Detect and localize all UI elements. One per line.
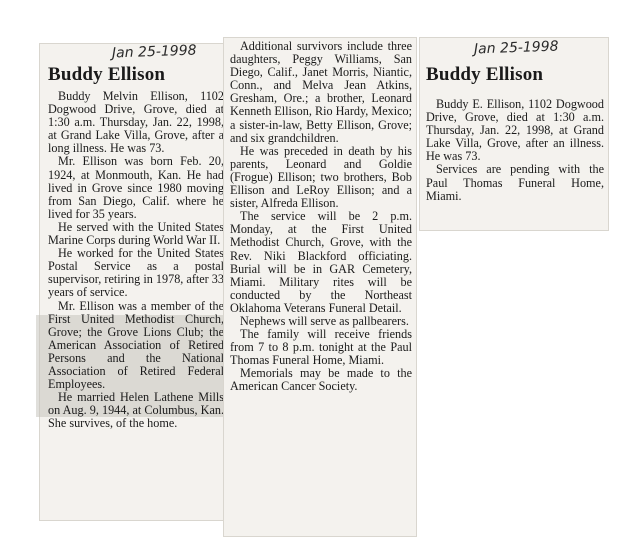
paragraph: He was preceded in death by his parents, Leonard and Goldie (Frogue) Ellison; two brothers, Bob Ellison and LeRoy Ellison; and a sister, Alfreda Ellison. [230, 143, 412, 211]
paragraph: Services are pending with the Paul Thomas Funeral Home, Miami. [426, 162, 604, 203]
obituary-clipping-left [40, 44, 230, 520]
obituary-headline: Buddy Ellison [426, 64, 544, 85]
obituary-body [426, 98, 604, 203]
paragraph: Mr. Ellison was a member of the First United Methodist Church, Grove; the Grove Lions Club; the American Association of Retired Persons and the National Association of Retired Federal Employees. [48, 298, 224, 392]
paragraph: He married Helen Lathene Mills on Aug. 9, 1944, at Columbus, Kan. She survives, of the home. [48, 390, 224, 431]
paragraph: Buddy Melvin Ellison, 1102 Dogwood Drive, Grove, died at 1:30 a.m. Thursday, Jan. 22, 1998, at Grand Lake Villa, Grove, after a long illness. He was 73. [48, 89, 224, 156]
obituary-body [48, 90, 224, 430]
paragraph: Nephews will serve as pallbearers. [240, 313, 409, 328]
paragraph: He worked for the United States Postal Service as a postal supervisor, retiring in 1978, after 33 years of service. [48, 246, 224, 300]
paragraph: Additional survivors include three daughters, Peggy Williams, San Diego, Calif., Janet Morris, Niantic, Conn., and Melva Jean Atkins, Gresham, Ore.; a brother, Leonard Kenneth Ellison, Rio Hardy, Mexico; a sister-in-law, Betty Ellison, Grove; and six grandchildren. [230, 39, 412, 145]
obituary-headline: Buddy Ellison [48, 64, 166, 85]
paragraph: He served with the United States Marine Corps during World War II. [48, 219, 224, 248]
paragraph: Memorials may be made to the American Cancer Society. [230, 366, 412, 394]
handwritten-date: Jan 25-1998 [111, 42, 197, 62]
paragraph: The family will receive friends from 7 to 8 p.m. tonight at the Paul Thomas Funeral Home, Miami. [230, 327, 412, 368]
paragraph: The service will be 2 p.m. Monday, at the First United Methodist Church, Grove, with the Rev. Niki Blackford officiating. Burial will be in GAR Cemetery, Miami. Military rites will be conducted by the Northeast Oklahoma Veterans Funeral Detail. [230, 209, 412, 315]
paragraph: Buddy E. Ellison, 1102 Dogwood Drive, Grove, died at 1:30 a.m. Thursday, Jan. 22, 1998, at Grand Lake Villa, Grove, after an illness. He was 73. [426, 97, 604, 164]
paragraph: Mr. Ellison was born Feb. 20, 1924, at Monmouth, Kan. He had lived in Grove since 1980 moving from San Diego, Calif. where he lived for 35 years. [48, 154, 224, 221]
handwritten-date: Jan 25-1998 [473, 38, 559, 58]
obituary-clipping-middle [224, 38, 416, 536]
obituary-body [230, 40, 412, 394]
obituary-clipping-right [420, 38, 608, 230]
